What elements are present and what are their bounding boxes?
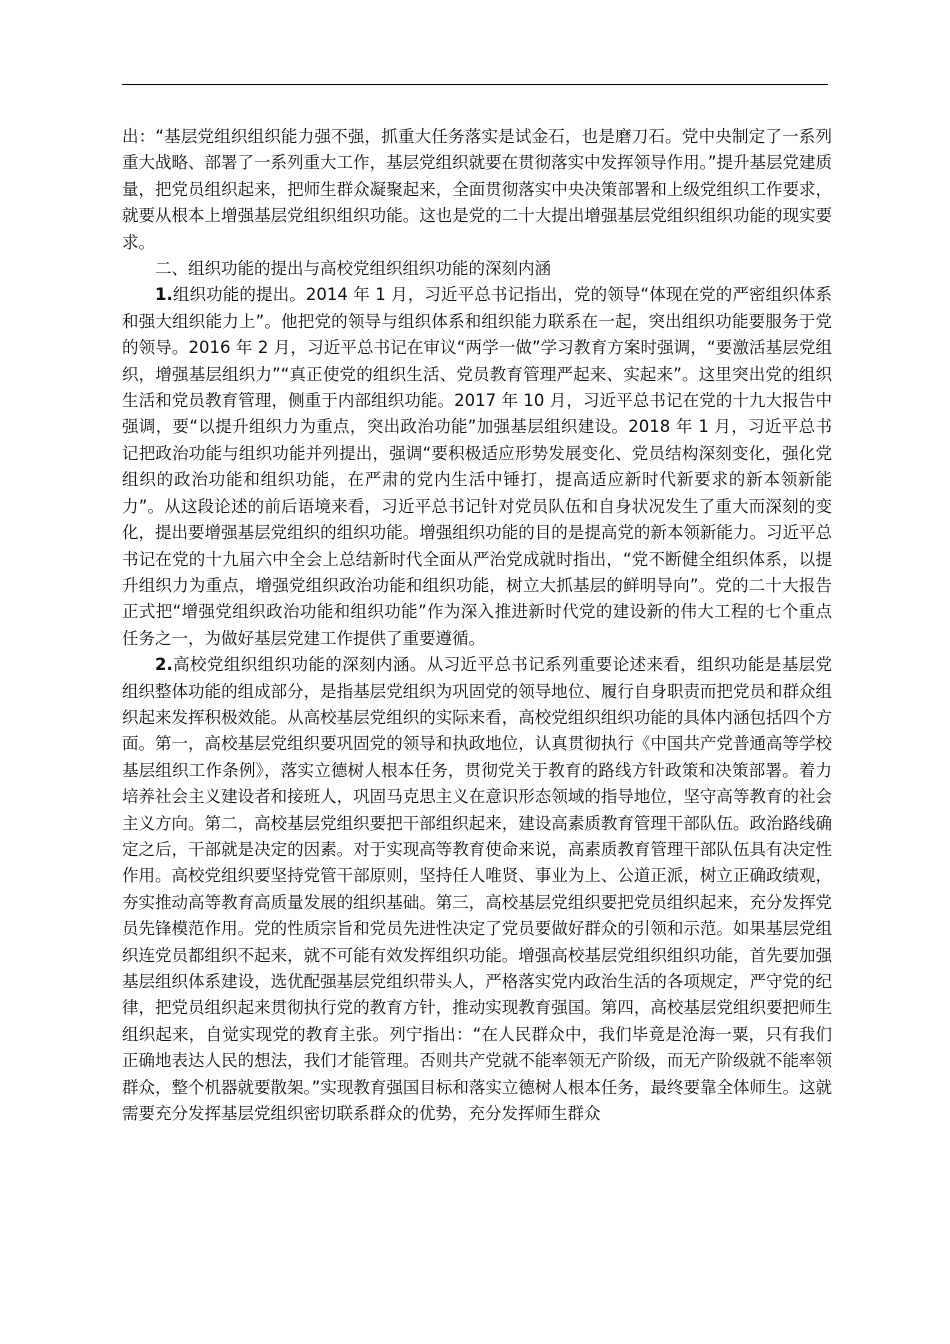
document-body bbox=[122, 124, 832, 1127]
paragraph-1 bbox=[122, 282, 832, 652]
paragraph-2-text: 高校党组织组织功能的深刻内涵。从习近平总书记系列重要论述来看，组织功能是基层党组织整体功能的组成部分，是指基层党组织为巩固党的领导地位、履行自身职责而把党员和群众组织起来发挥积极效能。从高校基层党组织的实际来看，高校党组织组织功能的具体内涵包括四个方面。第一，高校基层党组织要巩固党的领导和执政地位，认真贯彻执行《中国共产党普通高等学校基层组织工作条例》，落实立德树人根本任务，贯彻党关于教育的路线方针政策和决策部署。着力培养社会主义建设者和接班人，巩固马克思主义在意识形态领域的指导地位，坚守高等教育的社会主义方向。第二，高校基层党组织要把干部组织起来，建设高素质教育管理干部队伍。政治路线确定之后，干部就是决定的因素。对于实现高等教育使命来说，高素质教育管理干部队伍具有决定性作用。高校党组织要坚持党管干部原则，坚持任人唯贤、事业为上、公道正派，树立正确政绩观，夯实推动高等教育高质量发展的组织基础。第三，高校基层党组织要把党员组织起来，充分发挥党员先锋模范作用。党的性质宗旨和党员先进性决定了党员要做好群众的引领和示范。如果基层党组织连党员都组织不起来，就不可能有效发挥组织功能。增强高校基层党组织组织功能，首先要加强基层组织体系建设，选优配强基层党组织带头人，严格落实党内政治生活的各项规定，严守党的纪律，把党员组织起来贯彻执行党的教育方针，推动实现教育强国。第四，高校基层党组织要把师生组织起来，自觉实现党的教育主张。列宁指出：“在人民群众中，我们毕竟是沧海一粟，只有我们正确地表达人民的想法，我们才能管理。否则共产党就不能率领无产阶级，而无产阶级就不能率领群众，整个机器就要散架。”实现教育强国目标和落实立德树人根本任务，最终要靠全体师生。这就需要充分发挥基层党组织密切联系群众的优势，充分发挥师生群众 bbox=[122, 655, 832, 1124]
paragraph-1-number: 1. bbox=[155, 285, 173, 305]
paragraph-2 bbox=[122, 652, 832, 1127]
section-heading: 二、组织功能的提出与高校党组织组织功能的深刻内涵 bbox=[155, 259, 551, 279]
paragraph-1-text: 组织功能的提出。2014 年 1 月，习近平总书记指出，党的领导“体现在党的严密组织体系和强大组织能力上”。他把党的领导与组织体系和组织能力联系在一起，突出组织功能要服务于党的领导。2016 年 2 月，习近平总书记在审议“两学一做”学习教育方案时强调，“要激活基层党组织，增强基层组织力”“真正使党的组织生活、党员教育管理严起来、实起来”。这里突出党的组织生活和党员教育管理，侧重于内部组织功能。2017 年 10 月，习近平总书记在党的十九大报告中强调，要“以提升组织力为重点，突出政治功能”加强基层组织建设。2018 年 1 月，习近平总书记把政治功能与组织功能并列提出，强调“要积极适应形势发展变化、党员结构深刻变化，强化党组织的政治功能和组织功能，在严肃的党内生活中锤打，提高适应新时代新要求的新本领新能力”。从这段论述的前后语境来看，习近平总书记针对党员队伍和自身状况发生了重大而深刻的变化，提出要增强基层党组织的组织功能。增强组织功能的目的是提高党的新本领新能力。习近平总书记在党的十九届六中全会上总结新时代全面从严治党成就时指出，“党不断健全组织体系，以提升组织力为重点，增强党组织政治功能和组织功能，树立大抓基层的鲜明导向”。党的二十大报告正式把“增强党组织政治功能和组织功能”作为深入推进新时代党的建设新的伟大工程的七个重点任务之一，为做好基层党建工作提供了重要遵循。 bbox=[122, 285, 832, 648]
header-rule bbox=[122, 84, 828, 85]
paragraph-continued: 出：“基层党组织组织能力强不强，抓重大任务落实是试金石，也是磨刀石。党中央制定了一系列重大战略、部署了一系列重大工作，基层党组织就要在贯彻落实中发挥领导作用。”提升基层党建质量，把党员组织起来，把师生群众凝聚起来，全面贯彻落实中央决策部署和上级党组织工作要求，就要从根本上增强基层党组织组织功能。这也是党的二十大提出增强基层党组织组织功能的现实要求。 bbox=[122, 127, 832, 252]
paragraph-2-number: 2. bbox=[155, 655, 173, 675]
